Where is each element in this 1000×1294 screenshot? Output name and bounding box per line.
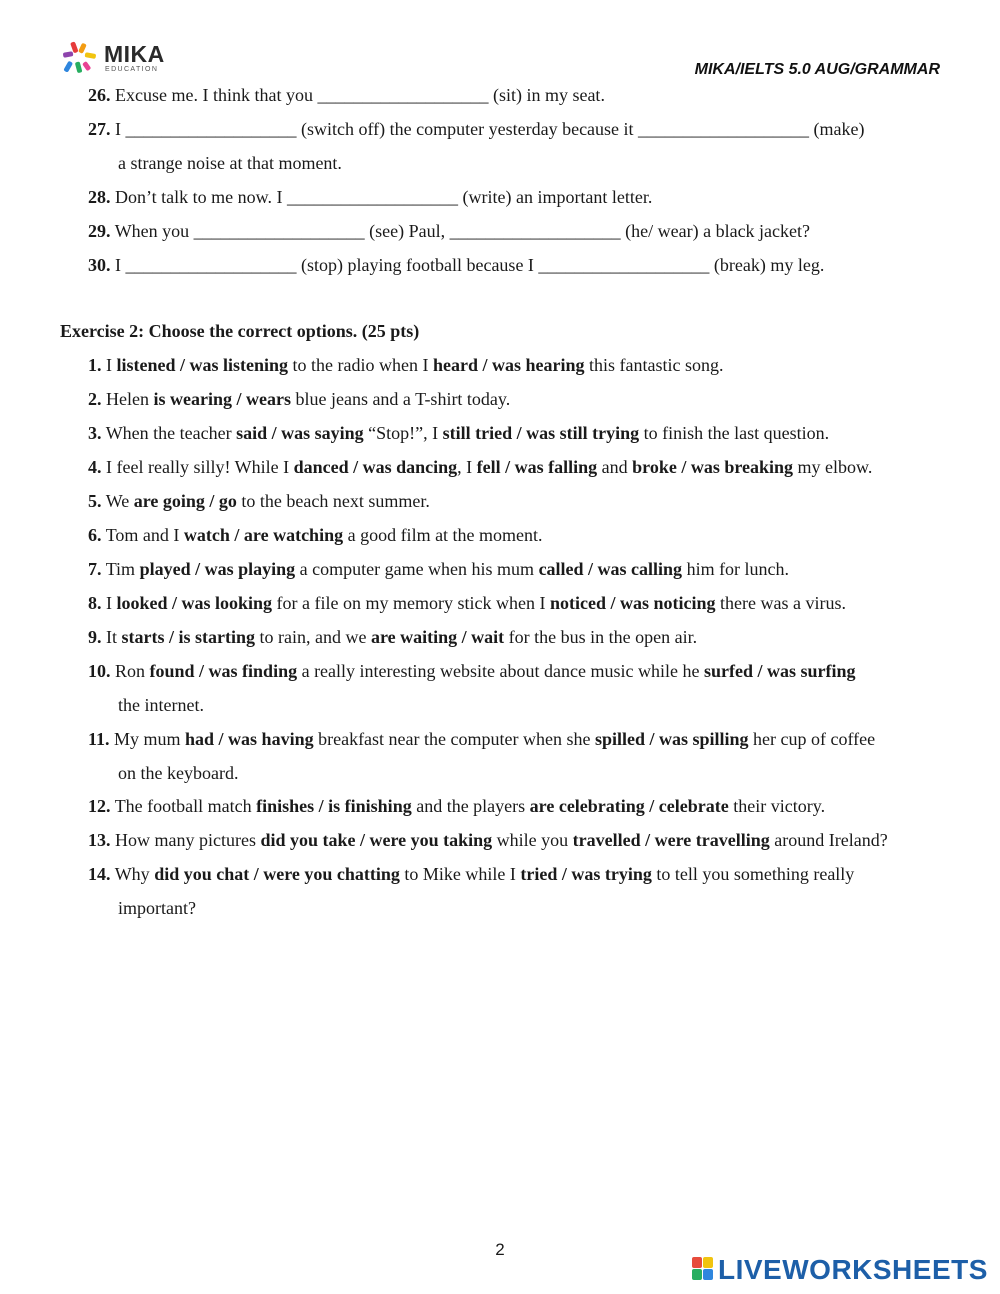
option-pair[interactable]: travelled / were travelling bbox=[572, 830, 770, 850]
exercise2-item-8: 8. I looked / was looking for a file on my memory stick when I noticed / was noticing there was a virus. bbox=[88, 593, 846, 613]
option-pair[interactable]: fell / was falling bbox=[476, 457, 598, 477]
option-pair[interactable]: are celebrating / celebrate bbox=[529, 796, 729, 816]
liveworksheets-blocks-icon bbox=[692, 1257, 714, 1281]
exercise1-item-26: 26. Excuse me. I think that you ___________________ (sit) in my seat. bbox=[88, 85, 605, 105]
option-pair[interactable]: tried / was trying bbox=[520, 864, 652, 884]
option-pair[interactable]: found / was finding bbox=[149, 661, 298, 681]
exercise2-item-11: 11. My mum had / was having breakfast near the computer when she spilled / was spilling her cup of coffee bbox=[88, 729, 876, 749]
exercise2-item-10-cont: the internet. bbox=[118, 695, 204, 715]
option-pair[interactable]: did you chat / were you chatting bbox=[154, 864, 400, 884]
option-pair[interactable]: listened / was listening bbox=[116, 355, 289, 375]
exercise1-item-29: 29. When you ___________________ (see) Paul, ___________________ (he/ wear) a black jacket? bbox=[88, 221, 811, 241]
option-pair[interactable]: are going / go bbox=[133, 491, 237, 511]
exercise2-item-11-cont: on the keyboard. bbox=[118, 763, 239, 783]
option-pair[interactable]: starts / is starting bbox=[121, 627, 255, 647]
liveworksheets-wordmark: LIVEWORKSHEETS bbox=[718, 1254, 988, 1285]
option-pair[interactable]: played / was playing bbox=[139, 559, 296, 579]
option-pair[interactable]: are waiting / wait bbox=[370, 627, 505, 647]
document-code: MIKA/IELTS 5.0 AUG/GRAMMAR bbox=[694, 61, 940, 78]
logo-subtitle: EDUCATION bbox=[105, 66, 159, 73]
option-pair[interactable]: broke / was breaking bbox=[632, 457, 794, 477]
exercise2-item-14: 14. Why did you chat / were you chatting to Mike while I tried / was trying to tell you something really bbox=[88, 864, 855, 884]
mika-star-icon bbox=[60, 40, 100, 76]
exercise2-item-13: 13. How many pictures did you take / were you taking while you travelled / were travelling around Ireland? bbox=[88, 830, 888, 850]
exercise2-item-14-cont: important? bbox=[118, 898, 196, 918]
exercise2-item-4: 4. I feel really silly! While I danced / was dancing, I fell / was falling and broke / was breaking my elbow. bbox=[88, 457, 873, 477]
exercise2-item-5: 5. We are going / go to the beach next summer. bbox=[88, 491, 430, 511]
option-pair[interactable]: did you take / were you taking bbox=[260, 830, 493, 850]
option-pair[interactable]: watch / are watching bbox=[183, 525, 344, 545]
exercise2-item-6: 6. Tom and I watch / are watching a good film at the moment. bbox=[88, 525, 543, 545]
option-pair[interactable]: spilled / was spilling bbox=[594, 729, 749, 749]
option-pair[interactable]: danced / was dancing bbox=[293, 457, 458, 477]
exercise1-item-27-cont: a strange noise at that moment. bbox=[118, 153, 342, 173]
exercise2-item-1: 1. I listened / was listening to the radio when I heard / was hearing this fantastic song. bbox=[88, 355, 724, 375]
mika-logo bbox=[60, 40, 180, 80]
exercise1-item-30: 30. I ___________________ (stop) playing football because I ___________________ (break) my leg. bbox=[88, 255, 825, 275]
option-pair[interactable]: had / was having bbox=[185, 729, 314, 749]
exercise1-item-27: 27. I ___________________ (switch off) the computer yesterday because it ___________________ (make) bbox=[88, 119, 865, 139]
logo-wordmark: MIKA bbox=[104, 41, 165, 67]
exercise2-item-2: 2. Helen is wearing / wears blue jeans and a T-shirt today. bbox=[88, 389, 511, 409]
option-pair[interactable]: called / was calling bbox=[538, 559, 683, 579]
exercise2-item-3: 3. When the teacher said / was saying “Stop!”, I still tried / was still trying to finish the last question. bbox=[88, 423, 830, 443]
exercise2-item-9: 9. It starts / is starting to rain, and we are waiting / wait for the bus in the open air. bbox=[88, 627, 698, 647]
option-pair[interactable]: surfed / was surfing bbox=[703, 661, 856, 681]
option-pair[interactable]: still tried / was still trying bbox=[442, 423, 640, 443]
option-pair[interactable]: noticed / was noticing bbox=[549, 593, 716, 613]
liveworksheets-logo[interactable] bbox=[692, 1253, 992, 1287]
option-pair[interactable]: is wearing / wears bbox=[153, 389, 291, 409]
exercise1-item-28: 28. Don’t talk to me now. I ___________________ (write) an important letter. bbox=[88, 187, 653, 207]
exercise2-heading: Exercise 2: Choose the correct options. (25 pts) bbox=[60, 321, 420, 341]
option-pair[interactable]: said / was saying bbox=[236, 423, 364, 443]
exercise2-item-12: 12. The football match finishes / is finishing and the players are celebrating / celebrate their victory. bbox=[88, 796, 826, 816]
option-pair[interactable]: heard / was hearing bbox=[433, 355, 585, 375]
page-number: 2 bbox=[495, 1240, 505, 1259]
exercise2-item-7: 7. Tim played / was playing a computer game when his mum called / was calling him for lunch. bbox=[88, 559, 790, 579]
option-pair[interactable]: finishes / is finishing bbox=[256, 796, 412, 816]
exercise2-item-10: 10. Ron found / was finding a really interesting website about dance music while he surfed / was surfing bbox=[88, 661, 856, 681]
option-pair[interactable]: looked / was looking bbox=[116, 593, 273, 613]
